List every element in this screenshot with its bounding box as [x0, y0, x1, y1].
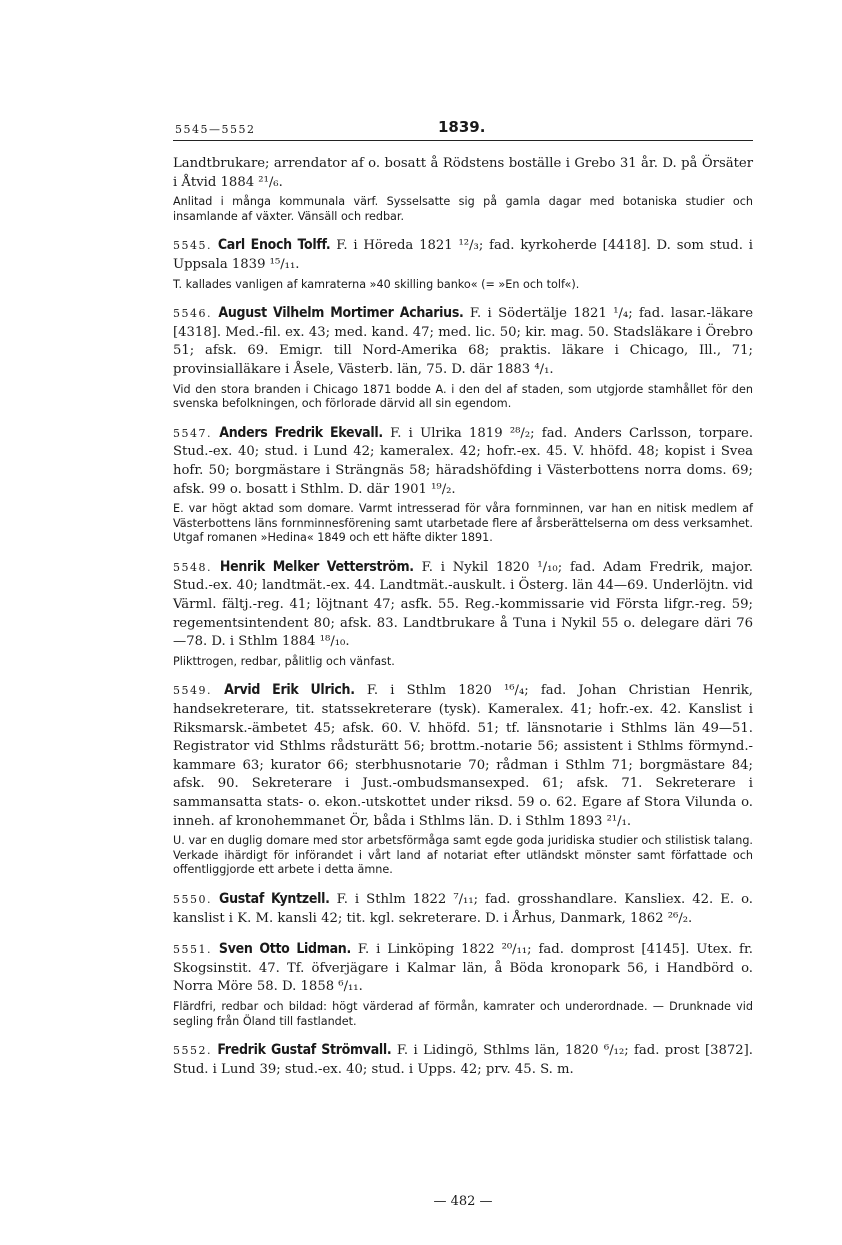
entry-number: 5547.: [173, 426, 212, 440]
entry-note: Flärdfri, redbar och bildad: högt värderad af förmån, kamrater och underordnade. — Drunknade vid segling från Öland till fastlandet.: [173, 999, 753, 1028]
intro-note: Anlitad i många kommunala värf. Sysselsatte sig på gamla dagar med botaniska studier och insamlande af växter. Vänsäll och redbar.: [173, 195, 753, 223]
entry-number: 5551.: [173, 943, 212, 957]
biography-entry: [173, 890, 753, 928]
biography-entry: [173, 1041, 753, 1079]
biography-entry: [173, 558, 753, 670]
page-body: [173, 155, 753, 1079]
page-header: [173, 118, 753, 141]
biography-entry: [173, 681, 753, 878]
entry-text: F. i Sthlm 1820 ¹⁶/₄; fad. Johan Christian Henrik, handsekreterare, tit. statssekreterare (tysk). Kameralex. 41; hofr.-ex. 42. Kanslist i Riksmarsk.-ämbetet 45; afsk. 60. V. hhöfd. 51; tf. länsnotarie i Sthlms län 49—51. Registrator vid Sthlms rådsturätt 56; brottm.-notarie 56; assistent i Sthlms förmynd.-kammare 63; kurator 66; sterbhusnotarie 70; rådman i Sthlm 71; borgmästare 84; afsk. 90. Sekreterare i Just.-ombudsmansexped. 61; afsk. 71. Sekreterare i sammansatta stats- o. ekon.-utskottet under riksd. 59 o. 62. Egare af Stora Vilunda o. inneh. af kronohemmanet Ör, båda i Sthlms län. D. i Sthlm 1893 ²¹/₁.: [173, 683, 753, 829]
entry-number: 5549.: [173, 684, 212, 698]
biography-entry: [173, 940, 753, 1029]
entry-name: August Vilhelm Mortimer Acharius.: [218, 305, 464, 322]
entry-text: F. i Södertälje 1821 ¹/₄; fad. lasar.-läkare [4318]. Med.-fil. ex. 43; med. kand. 47; med. lic. 50; kir. mag. 50. Stadsläkare i Örebro 51; afsk. 69. Emigr. till Nord-Amerika 68; praktis. läkare i Chicago, Ill., 71; provinsialläkare i Åsele, Västerb. län, 75. D. där 1883 ⁴/₁.: [173, 306, 753, 377]
entry-text: F. i Nykil 1820 ¹/₁₀; fad. Adam Fredrik, major. Stud.-ex. 40; landtmät.-ex. 44. Landtmät.-auskult. i Österg. län 44—69. Underlöjtn. vid Värml. fältj.-reg. 41; löjtnant 47; asfk. 55. Reg.-kommissarie vid Första lifgr.-reg. 59; regementsintendent 80; afsk. 83. Landtbrukare å Tuna i Nykil 55 o. delegare däri 76—78. D. i Sthlm 1884 ¹⁸/₁₀.: [173, 559, 753, 650]
entry-number: 5552.: [173, 1044, 212, 1058]
entry-name: Carl Enoch Tolff.: [217, 237, 331, 254]
entry-name: Fredrik Gustaf Strömvall.: [217, 1042, 392, 1059]
entry-number: 5548.: [173, 560, 212, 574]
entry-note: E. var högt aktad som domare. Varmt intresserad för våra fornminnen, var han en nitisk medlem af Västerbottens läns fornminnesförening samt utarbetade flere af årsberättelserna om dess verksamhet. Utgaf romanen »Hedina« 1849 och ett häfte dikter 1891.: [173, 502, 753, 545]
entry-note: U. var en duglig domare med stor arbetsförmåga samt egde goda juridiska studier och stilistisk talang. Verkade ihärdigt för införandet i vårt land af notariat efter utländskt mönster samt författade och offentliggjorde ett arbete i detta ämne.: [173, 834, 753, 877]
entry-text: F. i Linköping 1822 ²⁰/₁₁; fad. domprost [4145]. Utex. fr. Skogsinstit. 47. Tf. öfverjägare i Kalmar län, å Böda kronopark 56, i Handbörd o. Norra Möre 58. D. 1858 ⁶/₁₁.: [173, 942, 753, 995]
entry-name: Gustaf Kyntzell.: [219, 890, 330, 907]
intro-entry: [173, 155, 753, 224]
biography-entry: [173, 304, 753, 412]
entry-range: 5545—5552: [175, 123, 256, 136]
biography-entry: [173, 236, 753, 292]
page-year: 1839.: [438, 118, 486, 136]
entry-number: 5550.: [173, 892, 212, 906]
entry-note: Vid den stora branden i Chicago 1871 bodde A. i den del af staden, som utgjorde stamhållet för den svenska befolkningen, och förlorade därvid all sin egendom.: [173, 382, 753, 411]
page-number: — 482 —: [433, 1194, 493, 1209]
entry-number: 5546.: [173, 307, 212, 321]
entry-name: Sven Otto Lidman.: [218, 941, 351, 958]
entry-note: T. kallades vanligen af kamraterna »40 skilling banko« (= »En och tolf«).: [173, 277, 580, 291]
entry-name: Arvid Erik Ulrich.: [224, 682, 355, 699]
intro-text: Landtbrukare; arrendator af o. bosatt å Rödstens boställe i Grebo 31 år. D. på Örsäter i Åtvid 1884 ²¹/₆.: [173, 156, 753, 190]
entry-text: F. i Ulrika 1819 ²⁸/₂; fad. Anders Carlsson, torpare. Stud.-ex. 40; stud. i Lund 42; kameralex. 42; hofr.-ex. 45. V. hhöfd. 48; kopist i Svea hofr. 50; borgmästare i Strängnäs 58; häradshöfding i Västerbottens norra doms. 69; afsk. 99 o. bosatt i Sthlm. D. där 1901 ¹⁹/₂.: [173, 425, 754, 497]
entry-number: 5545.: [173, 239, 212, 253]
biography-entry: [173, 424, 753, 546]
entry-note: Plikttrogen, redbar, pålitlig och vänfast.: [173, 654, 395, 668]
entry-name: Henrik Melker Vetterström.: [219, 558, 414, 575]
entry-text: F. i Lidingö, Sthlms län, 1820 ⁶/₁₂; fad. prost [3872]. Stud. i Lund 39; stud.-ex. 40; stud. i Upps. 42; prv. 45. S. m.: [173, 1043, 753, 1077]
entry-text: F. i Höreda 1821 ¹²/₃; fad. kyrkoherde [4418]. D. som stud. i Uppsala 1839 ¹⁵/₁₁.: [173, 238, 753, 272]
entry-name: Anders Fredrik Ekevall.: [219, 424, 383, 441]
page: [173, 118, 754, 1209]
entry-text: F. i Sthlm 1822 ⁷/₁₁; fad. grosshandlare. Kansliex. 42. E. o. kanslist i K. M. kansli 42; tit. kgl. sekreterare. D. i Århus, Danmark, 1862 ²⁶/₂.: [173, 891, 753, 926]
